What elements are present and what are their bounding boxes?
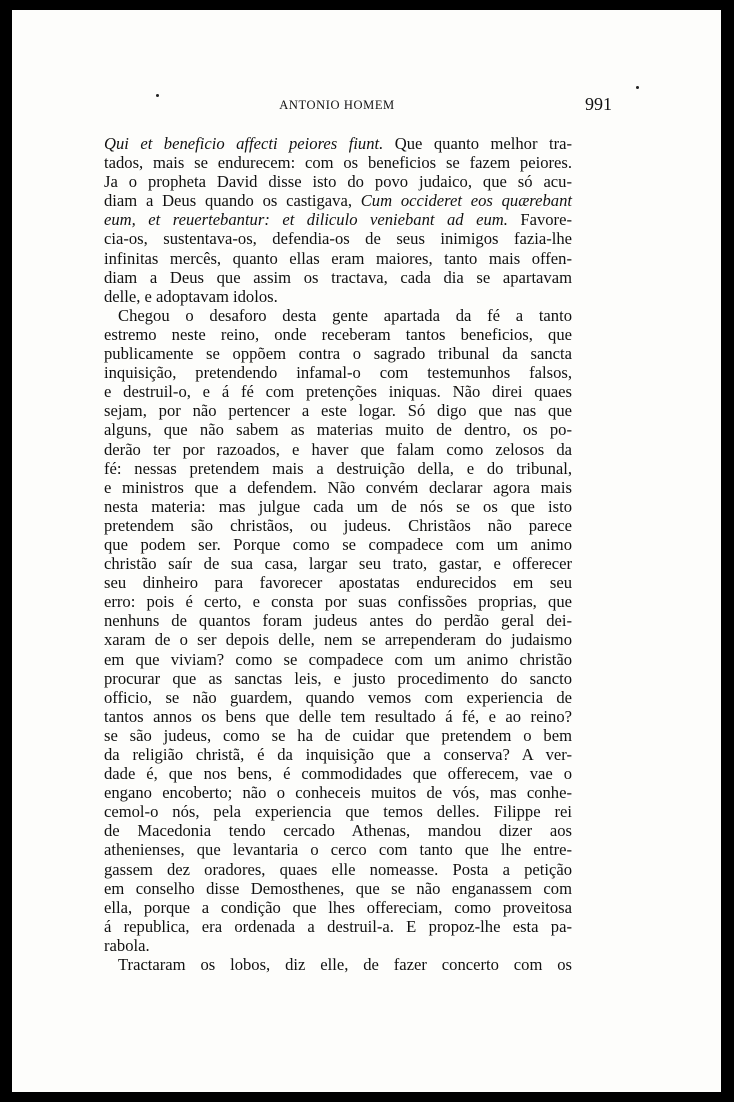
text-line: seu dinheiro para favorecer apostatas endurecidos em seu bbox=[104, 573, 572, 593]
text-line: Tractaram os lobos, diz elle, de fazer concerto com os bbox=[118, 955, 572, 975]
text-line: fé: nessas pretendem mais a destruição della, e do tribunal, bbox=[104, 458, 572, 478]
text-line: alguns, que não sabem as materias muito de dentro, os po- bbox=[104, 420, 572, 440]
text-line: tantos annos os bens que delle tem resultado á fé, e ao reino? bbox=[104, 706, 572, 726]
text-line: infinitas mercês, quanto ellas eram maiores, tanto mais offen- bbox=[104, 248, 572, 268]
text-line: xaram de o ser depois delle, nem se arrependeram do judaismo bbox=[104, 630, 572, 650]
text-line: que podem ser. Porque como se compadece com um animo bbox=[104, 534, 572, 554]
text-line: á republica, era ordenada a destruil-a. E propoz-lhe esta pa- bbox=[104, 916, 572, 936]
text-line: Ja o propheta David disse isto do povo judaico, que só acu- bbox=[104, 172, 572, 192]
text-line: derão ter por razoados, e haver que falam como zelosos da bbox=[104, 439, 572, 459]
text-line: da religião christã, é da inquisição que a conserva? A ver- bbox=[104, 745, 572, 764]
text-line: diam a Deus quando os castigava, Cum occideret eos quærebant bbox=[104, 191, 572, 211]
text-line: tados, mais se endurecem: com os beneficios se fazem peiores. bbox=[104, 153, 572, 173]
text-line: de Macedonia tendo cercado Athenas, mandou dizer aos bbox=[104, 821, 572, 841]
text-line: sejam, por não pertencer a este logar. Só digo que nas que bbox=[104, 401, 572, 421]
text-line: eum, et reuertebantur: et diliculo veniebant ad eum. Favore- bbox=[104, 210, 572, 230]
text-line: rabola. bbox=[104, 935, 150, 955]
text-line: cia-os, sustentava-os, defendia-os de seus inimigos fazia-lhe bbox=[104, 229, 572, 249]
text-line: estremo neste reino, onde receberam tantos beneficios, que bbox=[104, 324, 572, 344]
page-header bbox=[112, 94, 612, 118]
text-line: athenienses, que levantaria o cerco com tanto que lhe entre- bbox=[104, 840, 572, 860]
text-line: Qui et beneficio affecti peiores fiunt. Que quanto melhor tra- bbox=[104, 134, 572, 153]
text-line: dade é, que nos bens, é commodidades que offerecem, vae o bbox=[104, 764, 572, 784]
text-line: delle, e adoptavam idolos. bbox=[104, 286, 278, 306]
text-line: officio, se não guardem, quando vemos com experiencia de bbox=[104, 687, 572, 707]
text-line: nesta materia: mas julgue cada um de nós se os que isto bbox=[104, 496, 572, 516]
body-text bbox=[104, 134, 572, 974]
text-line: engano encoberto; não o conheceis muitos de vós, mas conhe- bbox=[104, 783, 572, 803]
print-speck bbox=[636, 86, 639, 89]
text-line: e destruil-o, e á fé com pretenções iniquas. Não direi quaes bbox=[104, 382, 572, 402]
text-line: gassem dez oradores, quaes elle nomeasse. Posta a petição bbox=[104, 859, 572, 879]
text-line: em conselho disse Demosthenes, que se não enganassem com bbox=[104, 878, 572, 898]
text-line: diam a Deus que assim os tractava, cada dia se apartavam bbox=[104, 267, 572, 287]
latin-quote: Qui et beneficio affecti peiores fiunt. bbox=[104, 134, 384, 153]
text-line: se são judeus, como se ha de cuidar que pretendem o bem bbox=[104, 725, 572, 745]
text-line: publicamente se oppõem contra o sagrado tribunal da sancta bbox=[104, 344, 572, 364]
text-line: erro: pois é certo, e consta por suas confissões proprias, que bbox=[104, 592, 572, 612]
book-page bbox=[12, 10, 721, 1092]
text-line: e ministros que a defendem. Não convém declarar agora mais bbox=[104, 477, 572, 497]
text-line: em que viviam? como se compadece com um animo christão bbox=[104, 649, 572, 669]
text-line: ella, porque a condição que lhes offereciam, como proveitosa bbox=[104, 897, 572, 917]
text-line: pretendem são christãos, ou judeus. Christãos não parece bbox=[104, 515, 572, 535]
text-line: cemol-o nós, pela experiencia que temos delles. Filippe rei bbox=[104, 802, 572, 822]
latin-quote: Cum occideret eos quærebant bbox=[360, 191, 572, 211]
text-line: inquisição, pretendendo infamal-o com testemunhos falsos, bbox=[104, 363, 572, 383]
latin-quote: eum, et reuertebantur: et diliculo veniebant ad eum. bbox=[104, 210, 508, 230]
running-title: ANTONIO HOMEM bbox=[279, 98, 395, 112]
text-line: nenhuns de quantos foram judeus antes do perdão geral dei- bbox=[104, 611, 572, 631]
page-number: 991 bbox=[585, 94, 612, 114]
text-line: procurar que as sanctas leis, e justo procedimento do sancto bbox=[104, 668, 572, 688]
text-line: Chegou o desaforo desta gente apartada da fé a tanto bbox=[118, 305, 572, 325]
text-line: christão saír de sua casa, largar seu trato, gastar, e offerecer bbox=[104, 554, 572, 574]
